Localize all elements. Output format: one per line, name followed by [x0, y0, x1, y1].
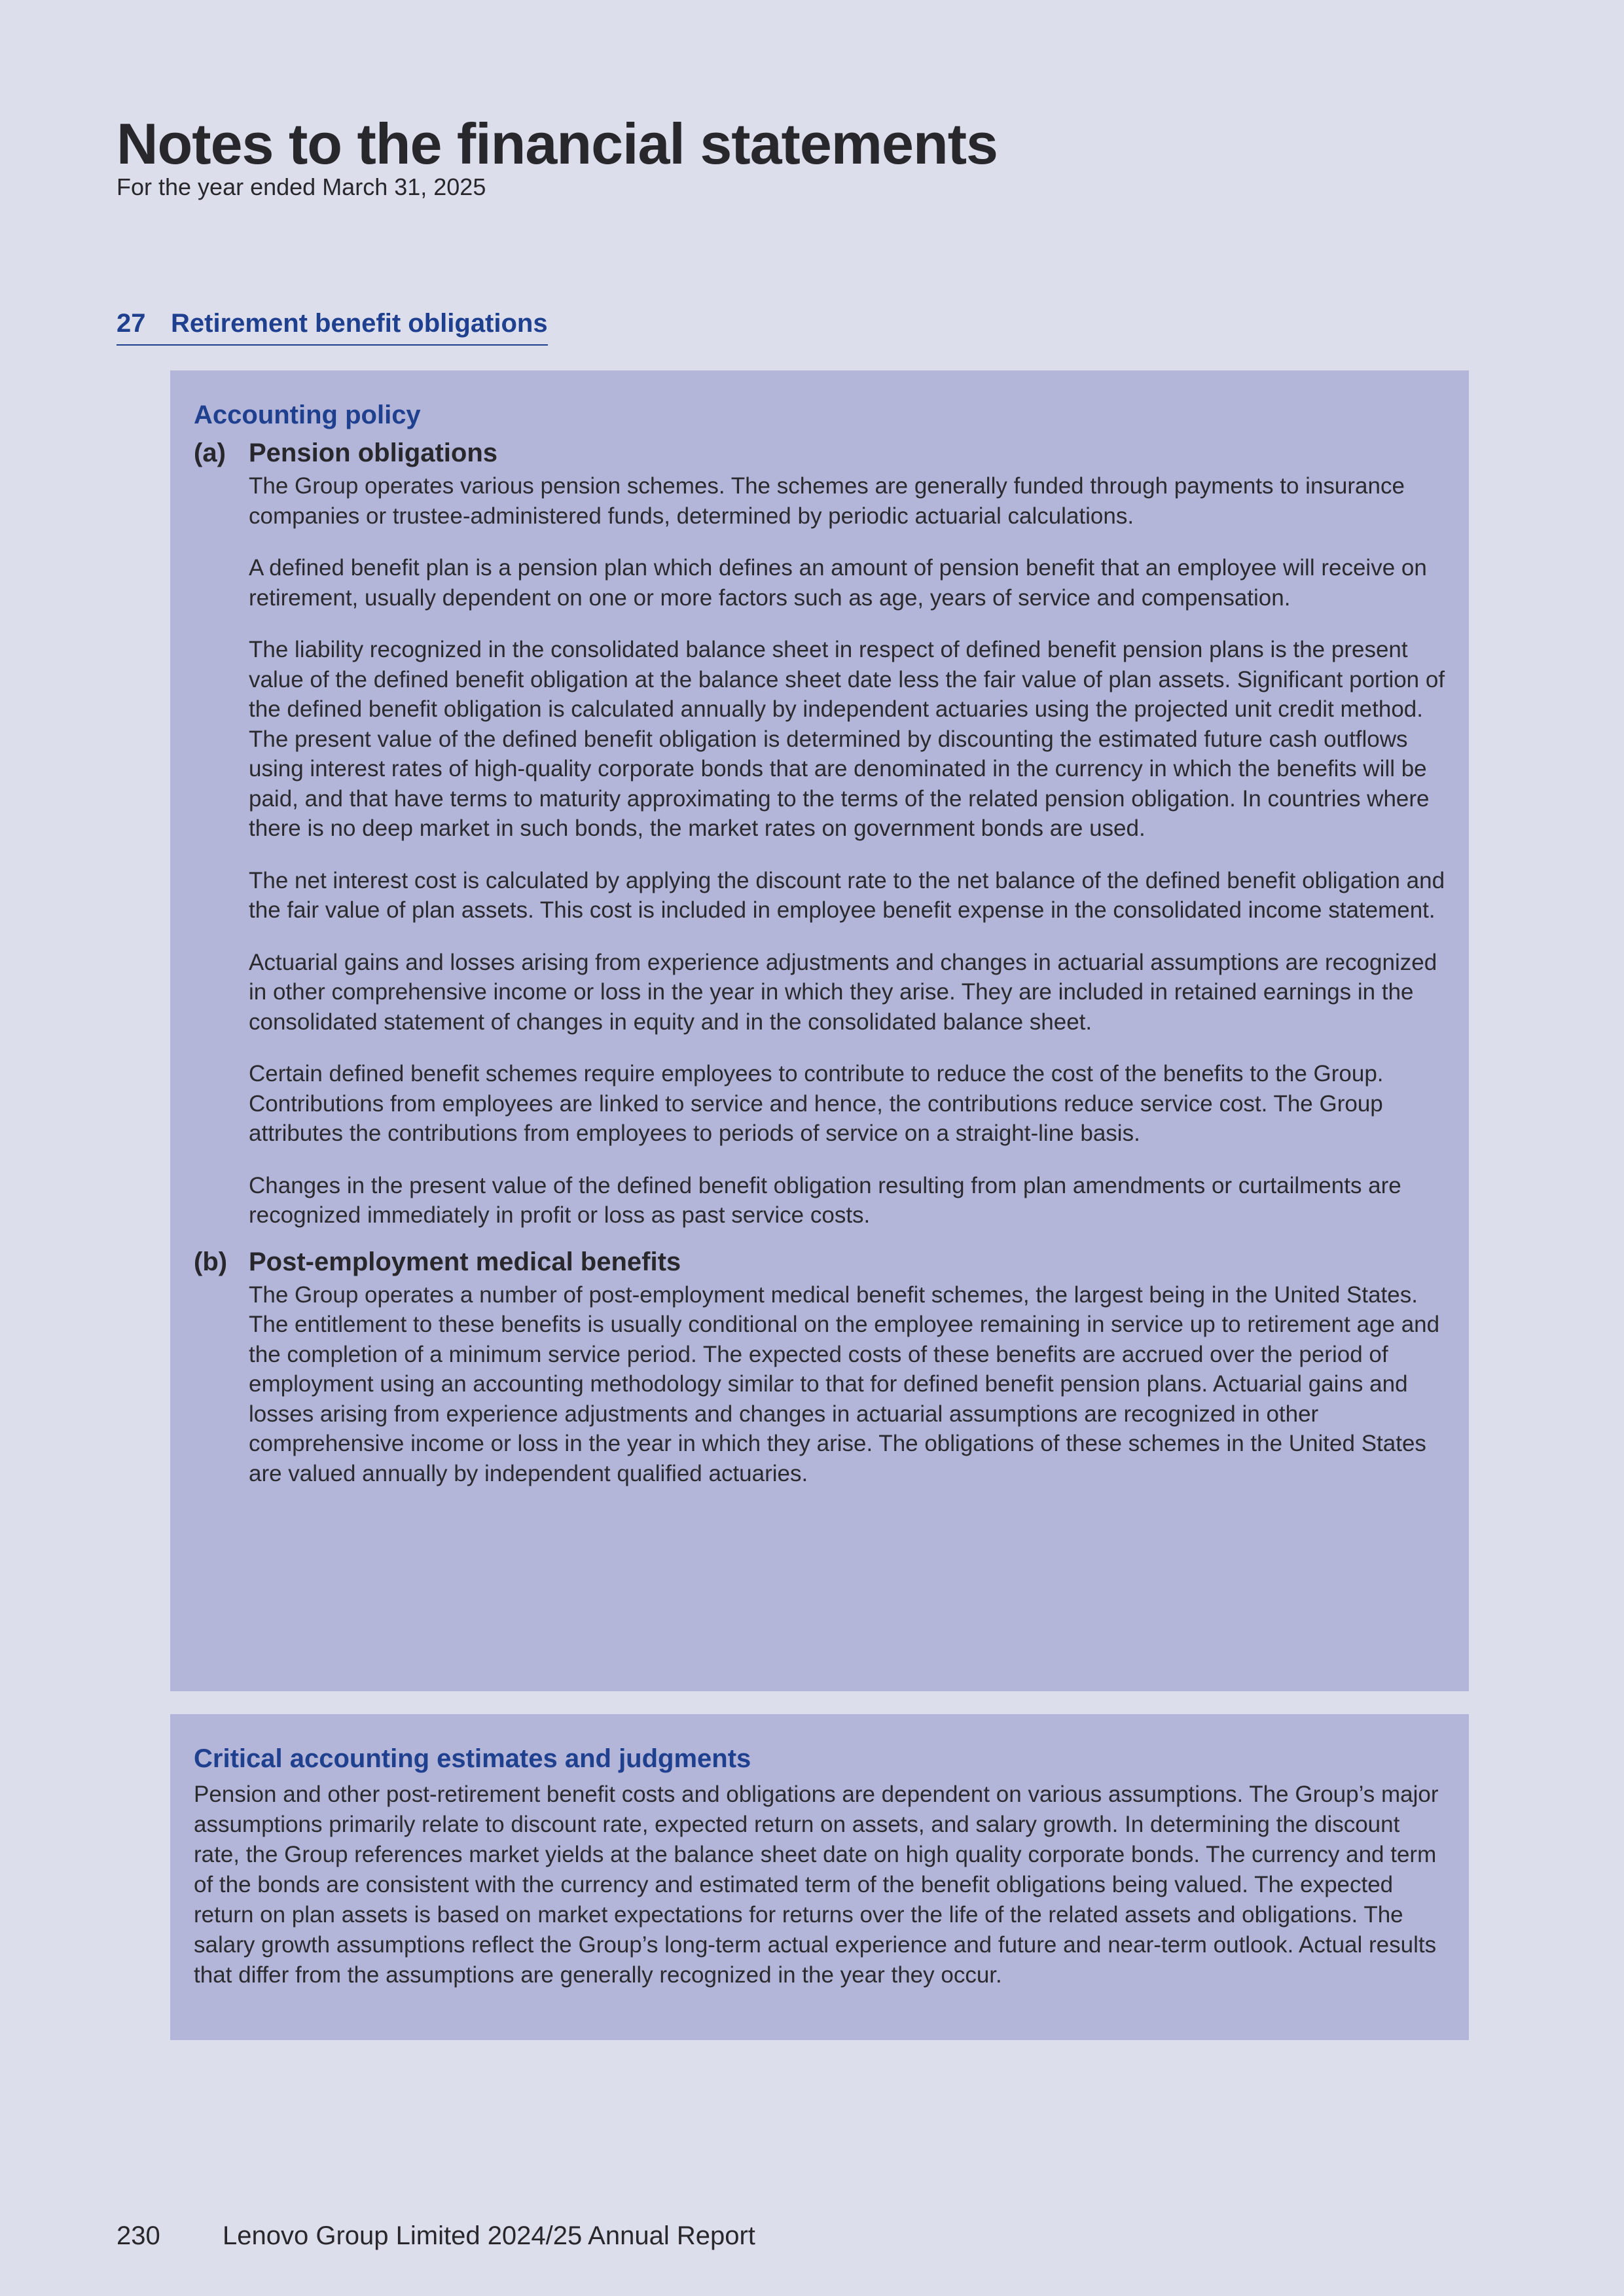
page-number: 230 — [117, 2221, 160, 2250]
accounting-policy-title: Accounting policy — [194, 401, 421, 429]
paragraph: The net interest cost is calculated by applying the discount rate to the net balance of the defined benefit obligation and the fair value of plan assets. This cost is included in employee benefit expense in the consolidated income statement. — [249, 867, 1445, 923]
paragraph: Changes in the present value of the defined benefit obligation resulting from plan amendments or curtailments are recognized immediately in profit or loss as past service costs. — [249, 1172, 1401, 1228]
subsection-b-title: Post-employment medical benefits — [249, 1247, 681, 1276]
subsection-b-heading — [194, 1244, 1445, 1280]
subsection-a-heading — [194, 435, 1445, 471]
paragraph: A defined benefit plan is a pension plan which defines an amount of pension benefit that an employee will receive on retirement, usually dependent on one or more factors such as age, years of service and compensation. — [249, 555, 1427, 611]
subsection-a-body — [249, 471, 1445, 1230]
page-footer — [117, 2217, 755, 2254]
subsection-b-letter: (b) — [194, 1247, 228, 1276]
accounting-policy-box — [170, 370, 1469, 1691]
subsection-a-title: Pension obligations — [249, 439, 498, 467]
subsection-a-letter: (a) — [194, 439, 226, 467]
section-number: 27 — [117, 309, 146, 338]
section-heading — [117, 305, 548, 346]
report-title: Lenovo Group Limited 2024/25 Annual Report — [223, 2221, 755, 2250]
paragraph: Actuarial gains and losses arising from experience adjustments and changes in actuarial assumptions are recognized in other comprehensive income or loss in the year in which they arise. They are included in retained earnings in the consolidated statement of changes in equity and in the consolidated balance sheet. — [249, 949, 1437, 1035]
page-title: Notes to the financial statements — [117, 111, 998, 176]
section-title: Retirement benefit obligations — [171, 309, 548, 338]
paragraph: Certain defined benefit schemes require employees to contribute to reduce the cost of the benefits to the Group. Contributions from employees are linked to service and hence, the contributions reduce service cost. The Group attributes the contributions from employees to periods of service on a straight-line basis. — [249, 1061, 1384, 1146]
critical-estimates-title: Critical accounting estimates and judgments — [194, 1744, 751, 1773]
critical-estimates-text: Pension and other post-retirement benefit costs and obligations are dependent on various assumptions. The Group’s major assumptions primarily relate to discount rate, expected return on assets, and salary growth. In determining the discount rate, the Group references market yields at the balance sheet date on high quality corporate bonds. The currency and term of the bonds are consistent with the currency and estimated term of the benefit obligations being valued. The expected return on plan assets is based on market expectations for returns over the life of the related assets and obligations. The salary growth assumptions reflect the Group’s long-term actual experience and future and near-term outlook. Actual results that differ from the assumptions are generally recognized in the year they occur. — [194, 1782, 1439, 1988]
subsection-b-body — [249, 1280, 1445, 1489]
paragraph: The liability recognized in the consolidated balance sheet in respect of defined benefit pension plans is the present value of the defined benefit obligation at the balance sheet date less the fair value of plan assets. Significant portion of the defined benefit obligation is calculated annually by independent actuaries using the projected unit credit method. The present value of the defined benefit obligation is determined by discounting the estimated future cash outflows using interest rates of high-quality corporate bonds that are denominated in the currency in which the benefits will be paid, and that have terms to maturity approximating to the terms of the related pension obligation. In countries where there is no deep market in such bonds, the market rates on government bonds are used. — [249, 637, 1445, 841]
page-subtitle: For the year ended March 31, 2025 — [117, 173, 486, 200]
paragraph: The Group operates a number of post-employment medical benefit schemes, the largest being in the United States. The entitlement to these benefits is usually conditional on the employee remaining in service up to retirement age and the completion of a minimum service period. The expected costs of these benefits are accrued over the period of employment using an accounting methodology similar to that for defined benefit pension plans. Actuarial gains and losses arising from experience adjustments and changes in actuarial assumptions are recognized in other comprehensive income or loss in the year in which they arise. The obligations of these schemes in the United States are valued annually by independent qualified actuaries. — [249, 1282, 1440, 1486]
critical-estimates-box — [170, 1714, 1469, 2040]
paragraph: The Group operates various pension schemes. The schemes are generally funded through payments to insurance companies or trustee-administered funds, determined by periodic actuarial calculations. — [249, 473, 1405, 529]
